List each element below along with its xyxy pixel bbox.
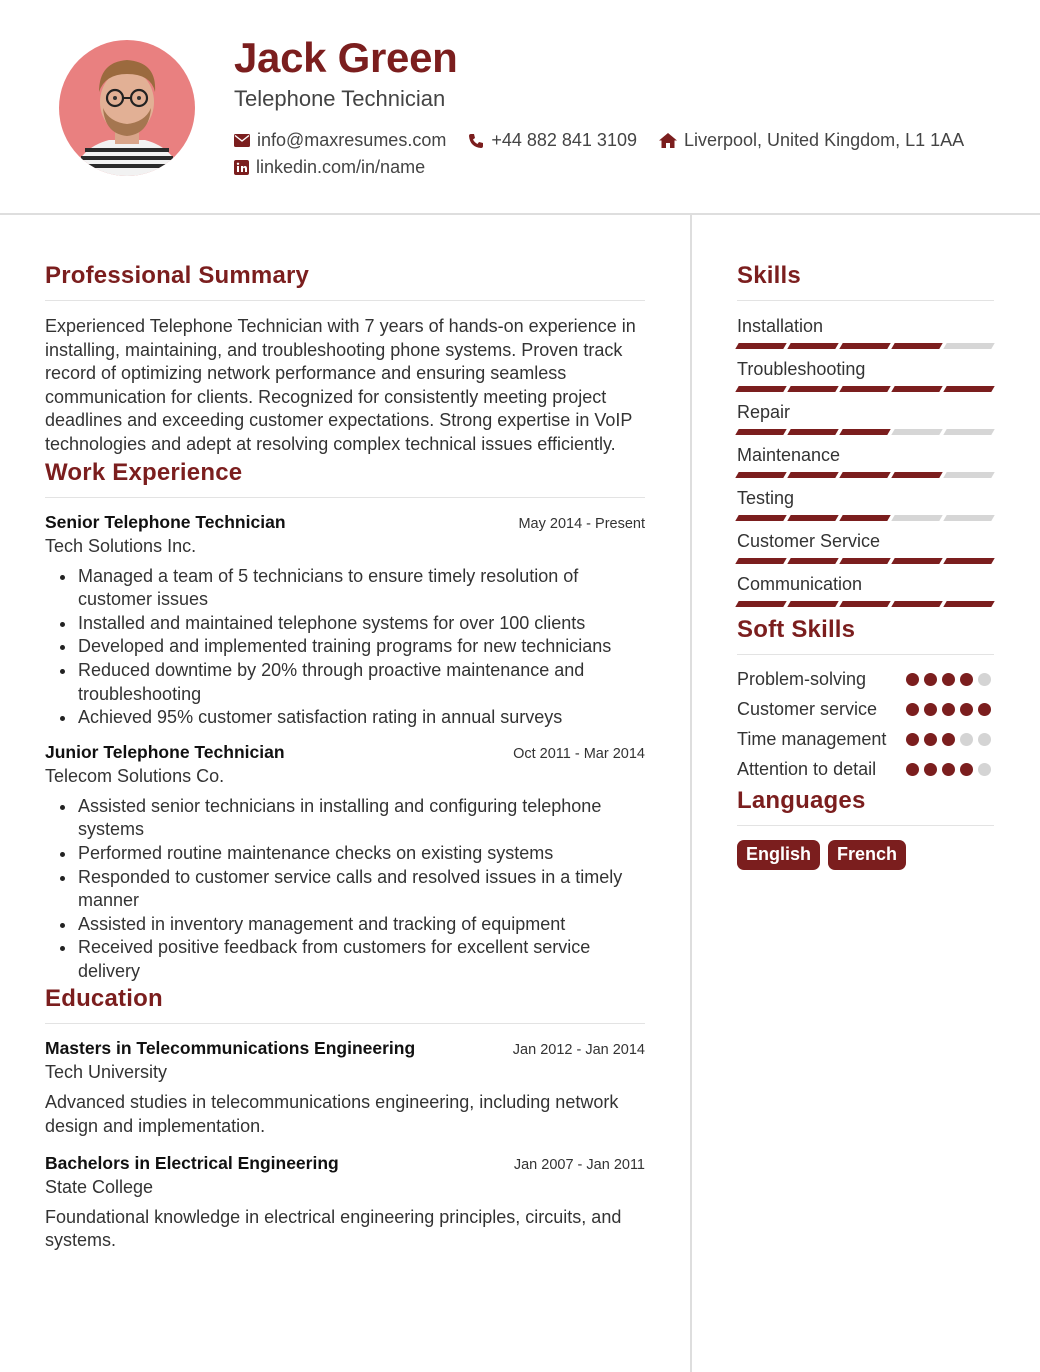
skill-level-bar xyxy=(737,515,994,521)
language-badge: French xyxy=(828,840,906,870)
skill-name: Repair xyxy=(737,402,791,422)
skill-item xyxy=(737,444,994,478)
skill-level-bar xyxy=(737,601,994,607)
skill-name: Customer Service xyxy=(737,531,881,551)
soft-skill-name: Problem-solving xyxy=(737,669,867,689)
skill-level-segment xyxy=(839,386,890,392)
education-desc: Advanced studies in telecommunications engineering, including network design and implementation. xyxy=(45,1092,619,1137)
contact-row-2 xyxy=(234,157,447,178)
skill-level-segment xyxy=(943,429,994,435)
contact-row xyxy=(234,130,986,151)
phone-icon xyxy=(468,133,484,149)
rating-dot xyxy=(960,733,973,746)
skill-item xyxy=(737,358,994,392)
skill-name: Testing xyxy=(737,488,795,508)
skill-level-segment xyxy=(891,472,942,478)
skill-level-segment xyxy=(891,343,942,349)
job-entry xyxy=(45,742,645,984)
skill-level-segment xyxy=(735,601,786,607)
skill-level-segment xyxy=(891,515,942,521)
skill-level-bar xyxy=(737,558,994,564)
job-date: Oct 2011 - Mar 2014 xyxy=(513,745,645,762)
skill-level-segment xyxy=(735,472,786,478)
degree-title: Bachelors in Electrical Engineering xyxy=(45,1152,339,1173)
candidate-name: Jack Green xyxy=(234,34,458,81)
person-avatar-icon xyxy=(59,40,195,176)
languages-list xyxy=(737,840,994,870)
skill-level-segment xyxy=(839,472,890,478)
soft-skill-rating xyxy=(906,697,994,721)
list-item: Performed routine maintenance checks on existing systems xyxy=(57,842,645,866)
skill-level-segment xyxy=(787,386,838,392)
skill-level-segment xyxy=(735,386,786,392)
skill-level-segment xyxy=(735,558,786,564)
rating-dot xyxy=(924,673,937,686)
soft-skills-list xyxy=(737,667,994,781)
skill-level-segment xyxy=(943,386,994,392)
skill-name: Maintenance xyxy=(737,445,841,465)
contact-email[interactable] xyxy=(234,130,446,151)
contact-location xyxy=(659,130,964,151)
job-title: Senior Telephone Technician xyxy=(45,511,286,532)
soft-skill-name: Time management xyxy=(737,729,887,749)
school-name: Tech University xyxy=(45,1062,168,1083)
soft-skill-item xyxy=(737,697,994,721)
linkedin-text: linkedin.com/in/name xyxy=(256,157,426,177)
skill-level-segment xyxy=(787,429,838,435)
list-item: Achieved 95% customer satisfaction rating in annual surveys xyxy=(57,706,645,730)
soft-skill-name: Attention to detail xyxy=(737,759,877,779)
list-item: Developed and implemented training programs for new technicians xyxy=(57,635,645,659)
job-title: Junior Telephone Technician xyxy=(45,741,285,762)
skill-level-segment xyxy=(787,472,838,478)
list-item: Assisted in inventory management and tracking of equipment xyxy=(57,913,645,937)
skill-item xyxy=(737,487,994,521)
skill-level-segment xyxy=(839,558,890,564)
skill-level-segment xyxy=(891,601,942,607)
skill-name: Troubleshooting xyxy=(737,359,866,379)
rating-dot xyxy=(978,673,991,686)
skill-level-segment xyxy=(839,515,890,521)
job-date: May 2014 - Present xyxy=(518,515,645,532)
skill-level-bar xyxy=(737,343,994,349)
rating-dot xyxy=(978,763,991,776)
rating-dot xyxy=(906,673,919,686)
list-item: Installed and maintained telephone systems for over 100 clients xyxy=(57,612,645,636)
soft-skill-rating xyxy=(906,667,994,691)
education-entry xyxy=(45,1153,645,1253)
rating-dot xyxy=(942,673,955,686)
skill-level-segment xyxy=(735,429,786,435)
education-date: Jan 2012 - Jan 2014 xyxy=(512,1042,645,1059)
rating-dot xyxy=(942,703,955,716)
rating-dot xyxy=(924,703,937,716)
profile-photo xyxy=(59,40,195,176)
rating-dot xyxy=(942,733,955,746)
skill-level-segment xyxy=(839,429,890,435)
list-item: Managed a team of 5 technicians to ensure timely resolution of customer issues xyxy=(57,565,645,612)
rating-dot xyxy=(906,763,919,776)
education-entry xyxy=(45,1038,645,1138)
rating-dot xyxy=(906,703,919,716)
linkedin-icon xyxy=(234,160,249,175)
contact-linkedin[interactable] xyxy=(234,157,425,178)
contact-phone[interactable] xyxy=(468,130,637,151)
list-item: Received positive feedback from customers for excellent service delivery xyxy=(57,936,645,983)
skill-level-segment xyxy=(943,343,994,349)
rating-dot xyxy=(960,673,973,686)
skill-level-bar xyxy=(737,472,994,478)
skill-level-segment xyxy=(943,558,994,564)
location-text: Liverpool, United Kingdom, L1 1AA xyxy=(683,130,965,150)
candidate-title: Telephone Technician xyxy=(234,86,446,111)
email-text: info@maxresumes.com xyxy=(257,130,447,150)
education-date: Jan 2007 - Jan 2011 xyxy=(513,1156,645,1173)
soft-skill-item xyxy=(737,667,994,691)
summary-heading: Professional Summary xyxy=(45,262,645,301)
soft-skill-rating xyxy=(906,757,994,781)
skill-level-segment xyxy=(735,343,786,349)
job-entry xyxy=(45,512,645,730)
list-item: Assisted senior technicians in installing and configuring telephone systems xyxy=(57,795,645,842)
soft-skill-item xyxy=(737,757,994,781)
skill-item xyxy=(737,530,994,564)
skill-level-segment xyxy=(787,601,838,607)
skill-level-bar xyxy=(737,386,994,392)
home-icon xyxy=(659,133,677,148)
skill-level-segment xyxy=(839,601,890,607)
soft-skill-rating xyxy=(906,727,994,751)
skill-name: Installation xyxy=(737,316,824,336)
sidebar-column xyxy=(737,215,994,870)
phone-text: +44 882 841 3109 xyxy=(491,130,637,150)
job-company: Telecom Solutions Co. xyxy=(45,765,225,786)
skill-item xyxy=(737,573,994,607)
column-divider xyxy=(690,215,692,1372)
skills-list xyxy=(737,315,994,607)
soft-skill-name: Customer service xyxy=(737,699,878,719)
envelope-icon xyxy=(234,134,250,147)
school-name: State College xyxy=(45,1176,154,1197)
rating-dot xyxy=(978,703,991,716)
list-item: Responded to customer service calls and resolved issues in a timely manner xyxy=(57,866,645,913)
skill-level-segment xyxy=(943,515,994,521)
resume-header xyxy=(0,0,1040,215)
rating-dot xyxy=(960,703,973,716)
skill-level-segment xyxy=(839,343,890,349)
degree-title: Masters in Telecommunications Engineering xyxy=(45,1038,416,1059)
skill-item xyxy=(737,401,994,435)
job-company: Tech Solutions Inc. xyxy=(45,535,197,556)
skill-level-segment xyxy=(943,601,994,607)
rating-dot xyxy=(924,733,937,746)
rating-dot xyxy=(924,763,937,776)
rating-dot xyxy=(960,763,973,776)
soft-skill-item xyxy=(737,727,994,751)
education-desc: Foundational knowledge in electrical engineering principles, circuits, and systems. xyxy=(45,1206,622,1251)
rating-dot xyxy=(942,763,955,776)
skill-level-bar xyxy=(737,429,994,435)
list-item: Reduced downtime by 20% through proactive maintenance and troubleshooting xyxy=(57,659,645,706)
skill-level-segment xyxy=(787,515,838,521)
skill-level-segment xyxy=(943,472,994,478)
skill-level-segment xyxy=(735,515,786,521)
rating-dot xyxy=(906,733,919,746)
skill-name: Communication xyxy=(737,574,863,594)
language-badge: English xyxy=(737,840,820,870)
skill-item xyxy=(737,315,994,349)
skill-level-segment xyxy=(787,343,838,349)
main-column xyxy=(45,215,645,1253)
rating-dot xyxy=(978,733,991,746)
job-bullets xyxy=(57,565,645,730)
skill-level-segment xyxy=(787,558,838,564)
experience-heading: Work Experience xyxy=(45,459,645,498)
skill-level-segment xyxy=(891,429,942,435)
soft-skills-heading: Soft Skills xyxy=(737,616,994,655)
skills-heading: Skills xyxy=(737,262,994,301)
jobs-list xyxy=(45,512,645,984)
skill-level-segment xyxy=(891,386,942,392)
skill-level-segment xyxy=(891,558,942,564)
languages-heading: Languages xyxy=(737,787,994,826)
job-bullets xyxy=(57,795,645,984)
education-heading: Education xyxy=(45,985,645,1024)
summary-text: Experienced Telephone Technician with 7 years of hands-on experience in installing, maintaining, and troubleshooting phone systems. Proven track record of optimizing network performance and ensuring seamless communication for clients. Recognized for consistently meeting project deadlines and exceeding customer expectations. Strong expertise in VoIP technologies and adept at resolving complex technical issues efficiently. xyxy=(45,316,636,454)
